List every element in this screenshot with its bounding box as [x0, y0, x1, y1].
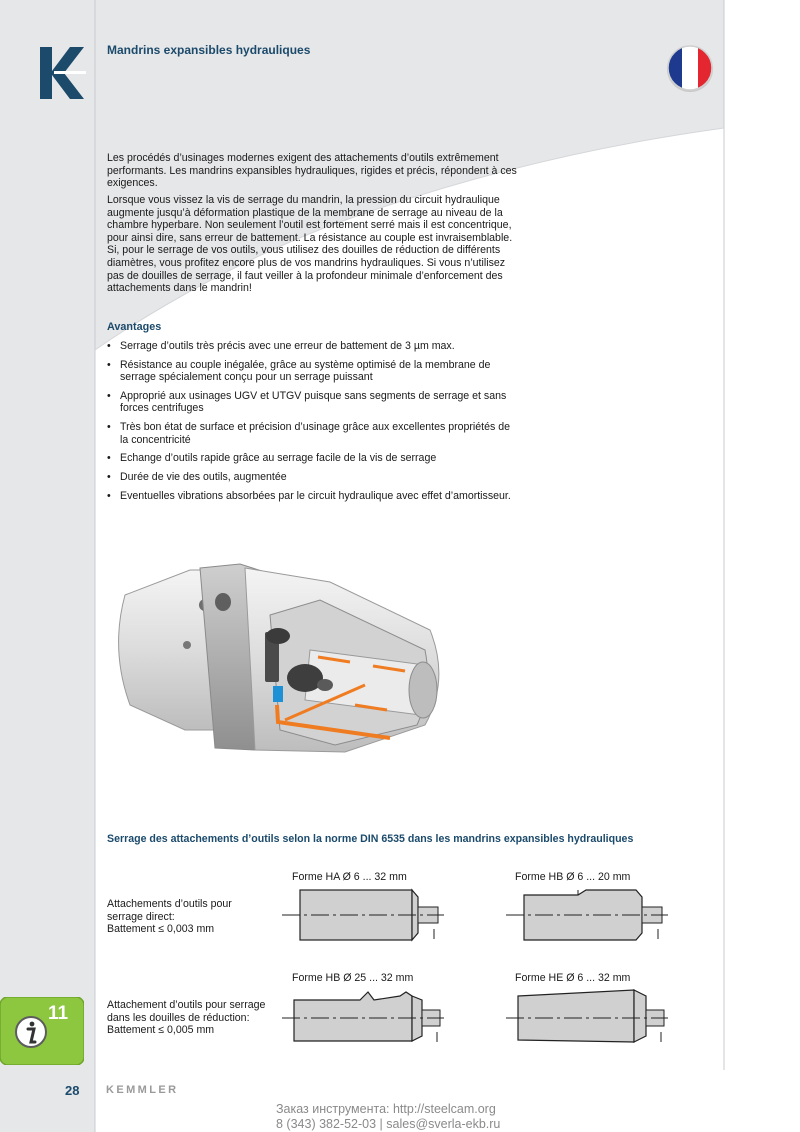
flag-france-icon — [666, 44, 714, 92]
hydraulic-chuck-illustration — [105, 560, 450, 760]
shank-form-he-diagram — [506, 986, 671, 1048]
list-item: • Approprié aux usinages UGV et UTGV puisque sans segments de serrage et sans forces centrifuges — [107, 390, 517, 415]
form-label: Forme HA Ø 6 ... 32 mm — [292, 871, 407, 883]
chapter-number: 11 — [48, 1003, 69, 1024]
info-icon — [14, 1015, 48, 1049]
list-item: • Résistance au couple inégalée, grâce au système optimisé de la membrane de serrage spécialement conçu pour un serrage puissant — [107, 359, 517, 384]
advantages-list — [107, 340, 517, 509]
shank-form-hb-diagram — [506, 885, 671, 945]
kemmler-logo — [40, 47, 86, 99]
list-item: • Eventuelles vibrations absorbées par le circuit hydraulique avec effet d’amortisseur. — [107, 490, 517, 502]
advantages-heading: Avantages — [107, 321, 162, 333]
section-title: Serrage des attachements d’outils selon la norme DIN 6535 dans les mandrins expansibles hydrauliques — [107, 833, 634, 845]
intro-paragraph-2: Lorsque vous vissez la vis de serrage du mandrin, la pression du circuit hydraulique augmente jusqu’à déformation plastique de la membrane de serrage au niveau de la chambre hyperbare. Non seulement l’outil est fortement serré mais il est concentrique, pour ainsi dire, sans erreur de battement. La résistance au couple est invraisemblable. Si, pour le serrage de vos outils, vous utilisez des douilles de réduction de différents diamètres, vous profitez encore plus de vos mandrins hydrauliques. Si vous n’utilisez pas de douilles de serrage, il faut veiller à la profondeur minimale d’enforcement des attachements dans le mandrin! — [107, 194, 513, 295]
form-label: Forme HB Ø 6 ... 20 mm — [515, 871, 631, 883]
form-label: Forme HB Ø 25 ... 32 mm — [292, 972, 414, 984]
list-item: • Echange d’outils rapide grâce au serrage facile de la vis de serrage — [107, 452, 517, 464]
form-label: Forme HE Ø 6 ... 32 mm — [515, 972, 631, 984]
row-label-direct: Attachements d’outils pour serrage direct: Battement ≤ 0,003 mm — [107, 898, 232, 936]
chapter-tab[interactable] — [0, 997, 84, 1065]
page-number: 28 — [65, 1083, 80, 1098]
list-item: • Durée de vie des outils, augmentée — [107, 471, 517, 483]
list-item: • Serrage d’outils très précis avec une erreur de battement de 3 µm max. — [107, 340, 517, 352]
shank-form-ha-diagram — [282, 885, 447, 945]
shank-form-hb-large-diagram — [282, 986, 447, 1048]
brand-wordmark: KEMMLER — [106, 1084, 179, 1096]
intro-paragraph-1: Les procédés d’usinages modernes exigent des attachements d’outils extrêmement performants. Les mandrins expansibles hydrauliques, rigides et précis, répondent à ces exigences. — [107, 152, 517, 190]
row-label-reduction: Attachement d’outils pour serrage dans les douilles de réduction: Battement ≤ 0,005 mm — [107, 999, 266, 1037]
order-line: Заказ инструмента: http://steelcam.org — [276, 1102, 496, 1116]
list-item: • Très bon état de surface et précision d’usinage grâce aux excellentes propriétés de la concentricité — [107, 421, 517, 446]
page-title: Mandrins expansibles hydrauliques — [107, 43, 311, 57]
contact-line: 8 (343) 382-52-03 | sales@sverla-ekb.ru — [276, 1117, 501, 1131]
